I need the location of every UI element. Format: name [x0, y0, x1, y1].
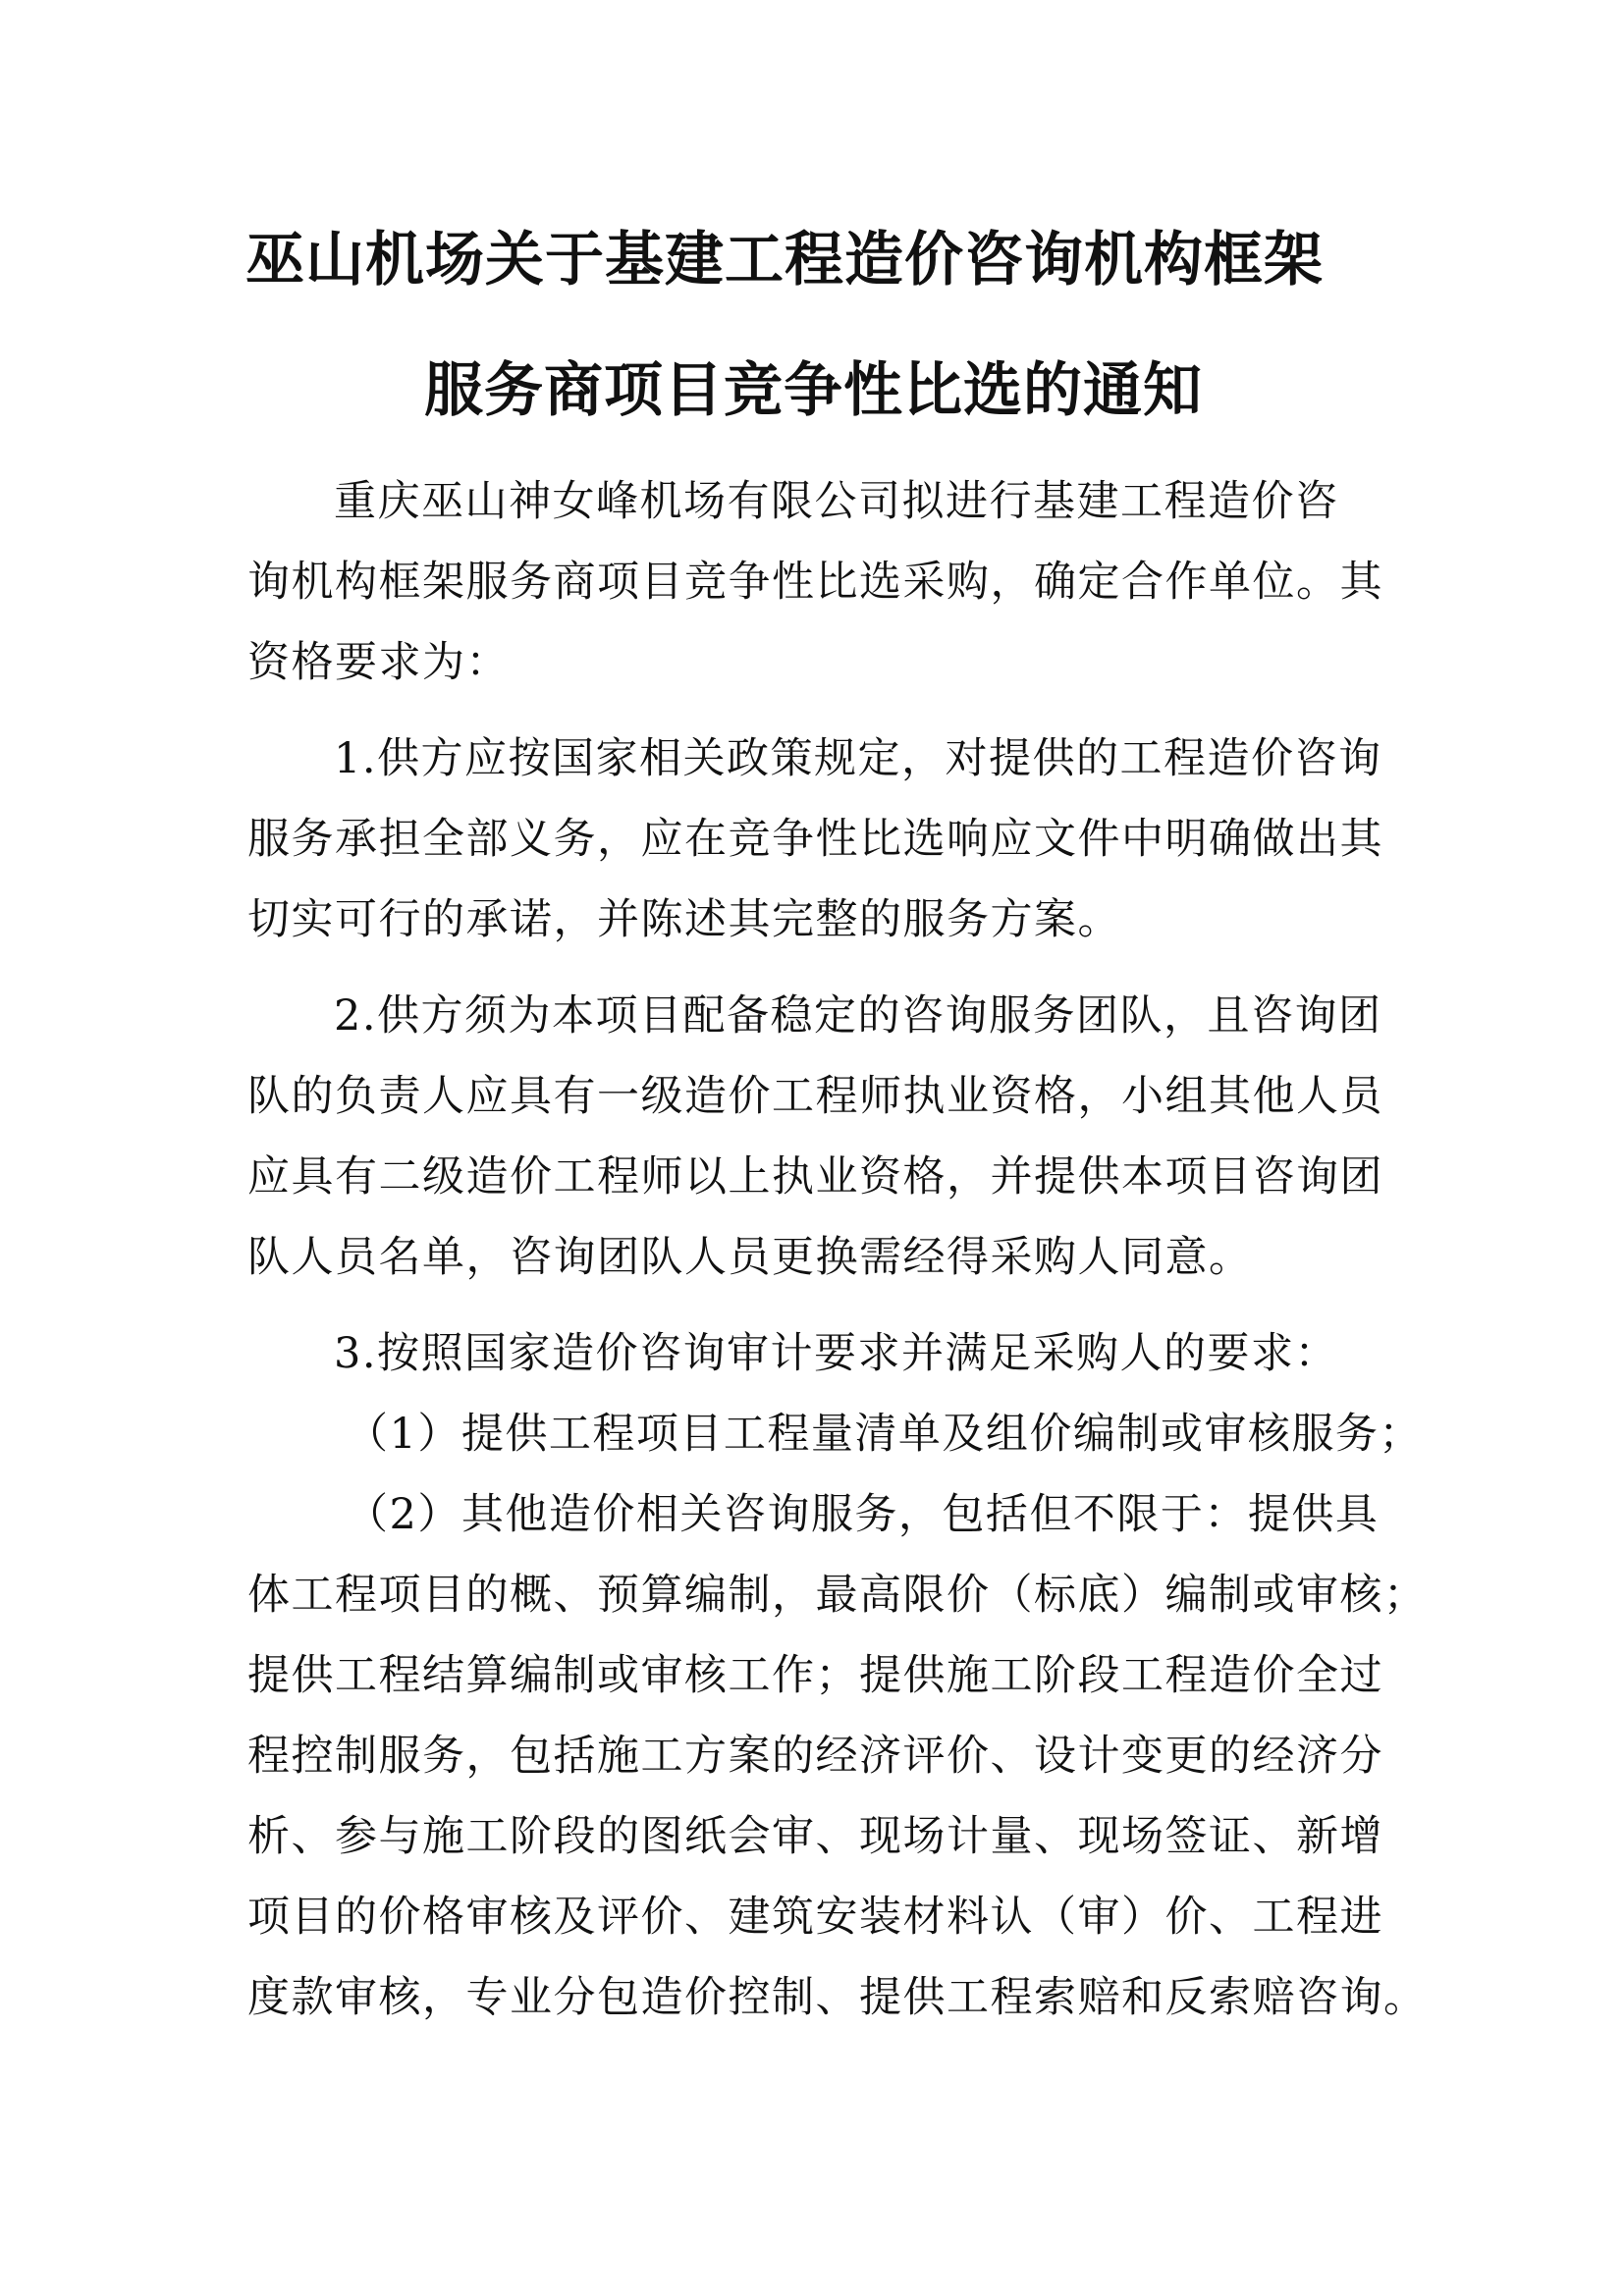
body-line: （1）提供工程项目工程量清单及组价编制或审核服务；	[346, 1410, 1423, 1459]
body-line: 程控制服务，包括施工方案的经济评价、设计变更的经济分	[247, 1732, 1383, 1781]
body-line: 队人员名单，咨询团队人员更换需经得采购人同意。	[247, 1233, 1253, 1282]
body-line: 1.供方应按国家相关政策规定，对提供的工程造价咨询	[334, 734, 1382, 783]
body-line: 项目的价格审核及评价、建筑安装材料认（审）价、工程进	[247, 1893, 1383, 1942]
body-line: 析、参与施工阶段的图纸会审、现场计量、现场签证、新增	[247, 1812, 1383, 1861]
body-line: 服务承担全部义务，应在竞争性比选响应文件中明确做出其	[247, 815, 1383, 864]
body-line: 重庆巫山神女峰机场有限公司拟进行基建工程造价咨	[334, 477, 1339, 526]
body-line: 切实可行的承诺，并陈述其完整的服务方案。	[247, 895, 1121, 944]
body-line: （2）其他造价相关咨询服务，包括但不限于：提供具	[346, 1490, 1380, 1539]
body-line: 3.按照国家造价咨询审计要求并满足采购人的要求：	[334, 1329, 1339, 1378]
body-line: 2.供方须为本项目配备稳定的咨询服务团队，且咨询团	[334, 991, 1382, 1041]
body-line: 询机构框架服务商项目竞争性比选采购，确定合作单位。其	[247, 558, 1383, 607]
document-title-line-2: 服务商项目竞争性比选的通知	[424, 356, 1203, 425]
body-line: 体工程项目的概、预算编制，最高限价（标底）编制或审核；	[247, 1571, 1428, 1620]
document-title-line-1: 巫山机场关于基建工程造价咨询机构框架	[245, 226, 1324, 294]
body-line: 提供工程结算编制或审核工作；提供施工阶段工程造价全过	[247, 1651, 1383, 1700]
body-line: 资格要求为：	[247, 638, 510, 687]
body-line: 队的负责人应具有一级造价工程师执业资格，小组其他人员	[247, 1072, 1383, 1121]
body-line: 度款审核，专业分包造价控制、提供工程索赔和反索赔咨询。	[247, 1973, 1428, 2022]
body-line: 应具有二级造价工程师以上执业资格，并提供本项目咨询团	[247, 1152, 1383, 1201]
